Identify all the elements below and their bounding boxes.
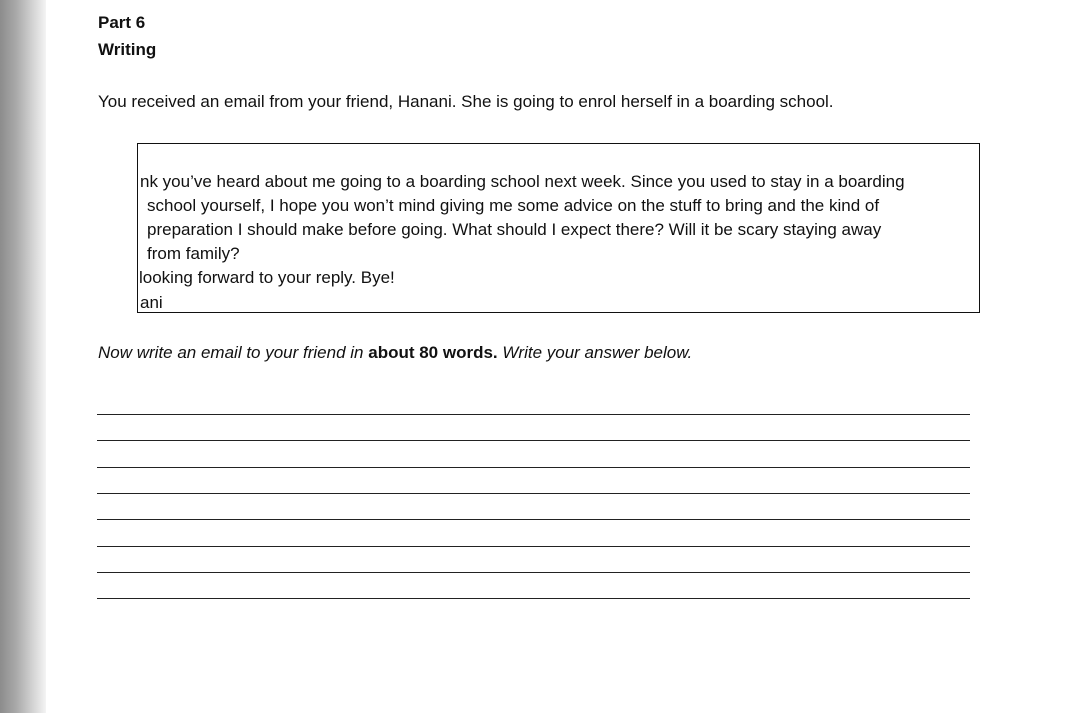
instruction-part2: Write your answer below. — [497, 343, 693, 362]
answer-line[interactable] — [97, 572, 970, 573]
email-line-1: nk you’ve heard about me going to a boarding school next week. Since you used to stay in a boarding — [140, 172, 905, 191]
intro-text: You received an email from your friend, Hanani. She is going to enrol herself in a boarding school. — [98, 92, 834, 111]
answer-line[interactable] — [97, 598, 970, 599]
writing-instruction — [98, 343, 692, 363]
instruction-part1: Now write an email to your friend in — [98, 343, 369, 362]
answer-line[interactable] — [97, 493, 970, 494]
email-line-6: ani — [140, 293, 163, 312]
answer-line[interactable] — [97, 546, 970, 547]
instruction-word-count: about 80 words. — [368, 343, 498, 362]
answer-line[interactable] — [97, 519, 970, 520]
email-line-3: preparation I should make before going. What should I expect there? Will it be scary staying away — [147, 220, 882, 239]
answer-line[interactable] — [97, 467, 970, 468]
email-line-2: school yourself, I hope you won’t mind giving me some advice on the stuff to bring and the kind of — [147, 196, 880, 215]
email-box — [137, 143, 980, 313]
email-line-5: looking forward to your reply. Bye! — [139, 268, 395, 287]
page-shadow — [0, 0, 46, 713]
answer-line[interactable] — [97, 440, 970, 441]
section-heading: Writing — [98, 40, 157, 59]
part-heading: Part 6 — [98, 13, 146, 32]
answer-line[interactable] — [97, 414, 970, 415]
email-line-4: from family? — [147, 244, 240, 263]
